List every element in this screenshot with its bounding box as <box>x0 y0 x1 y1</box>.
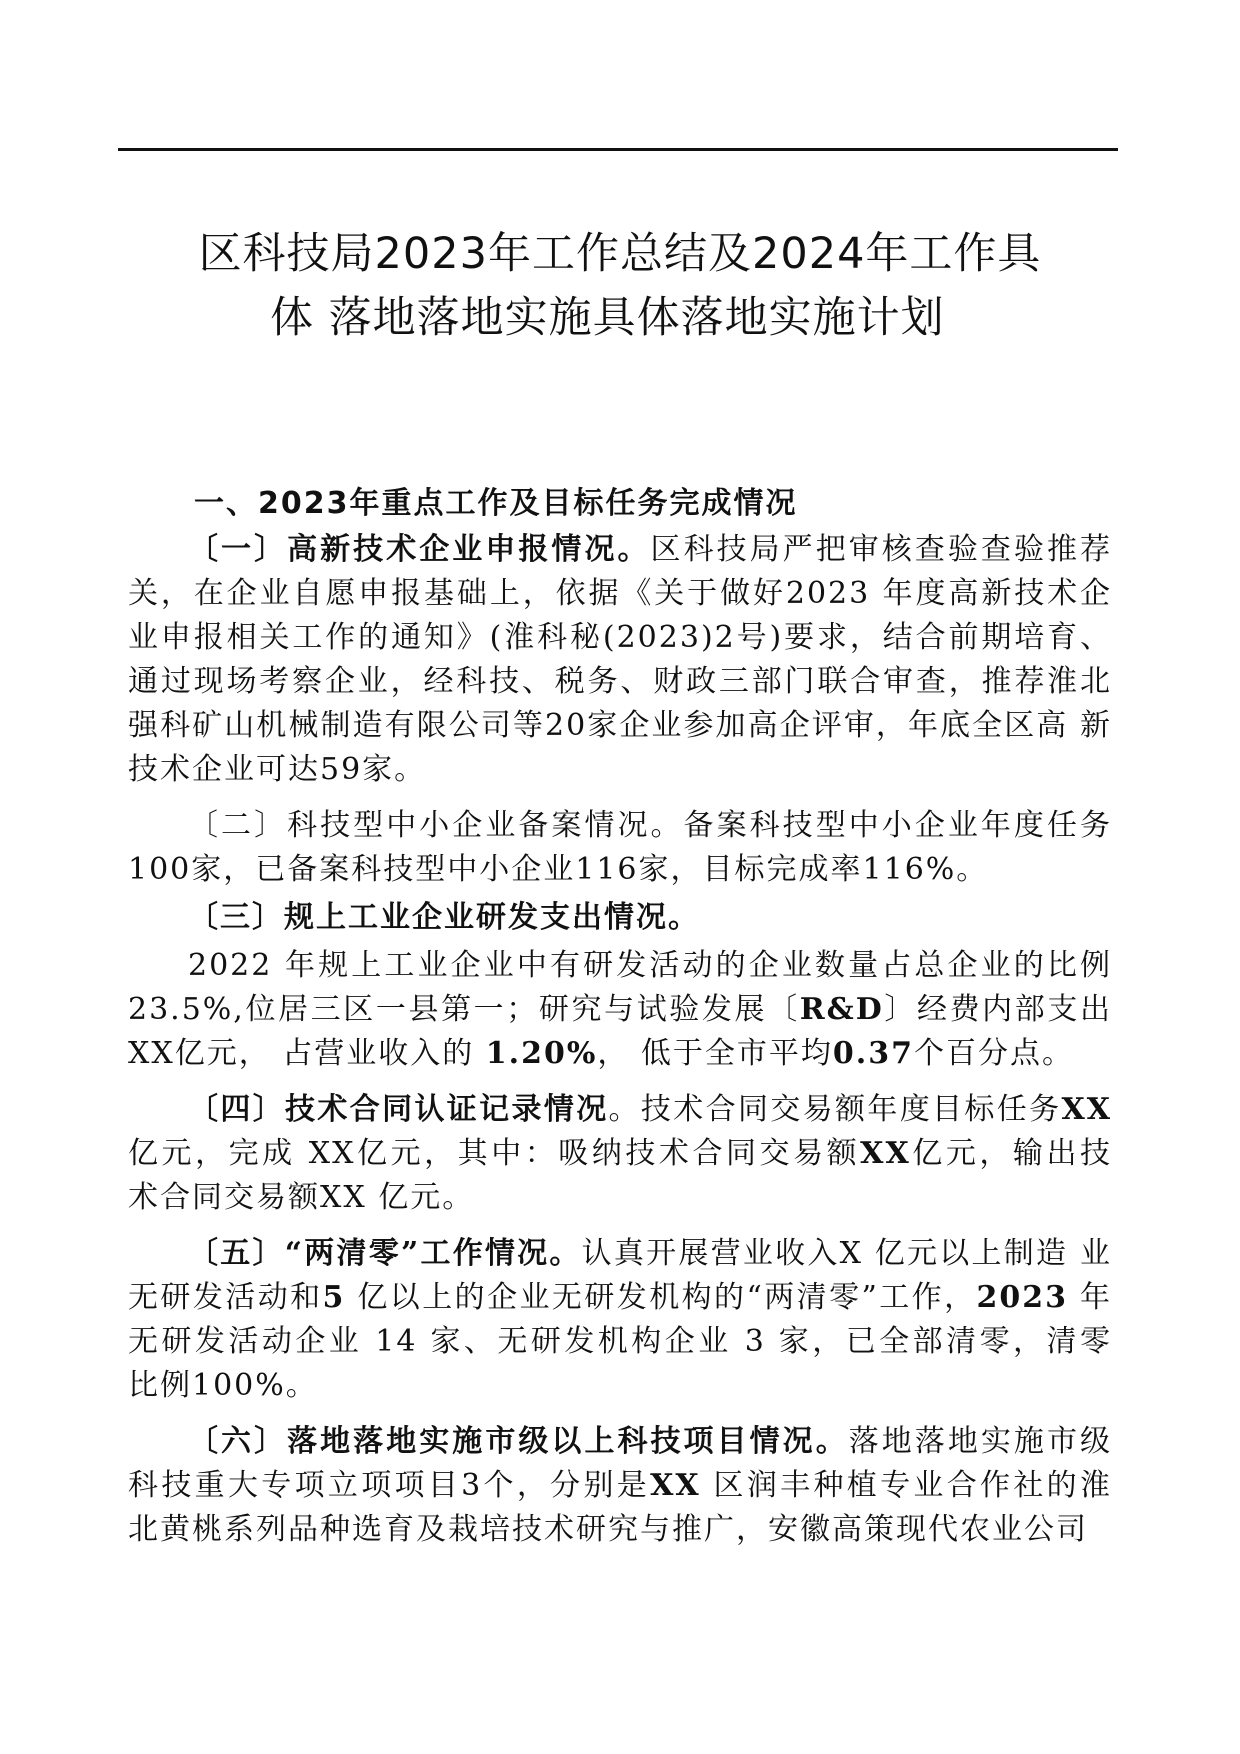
paragraph-sme-filing <box>128 804 1112 892</box>
text-run: 。技术合同交易额年度目标任务 <box>608 1092 1062 1127</box>
text-run: 年无研发活动企业 14 家、无研发机构企业 3 家，已全部清零，清零 比例100%。 <box>128 1280 1112 1403</box>
text-run: 区润丰种植专业合作社的淮 北黄桃系列品种选育及栽培技术研究与推广，安徽高策现代农业公司 <box>128 1468 1112 1547</box>
text-run-bold: R&D <box>799 992 884 1027</box>
text-run: 认真开展营业收入X 亿元以上制造 业无研发活动和 <box>128 1236 1112 1315</box>
paragraph-label: 〔一〕高新技术企业申报情况。 <box>188 532 651 567</box>
document-body <box>128 482 1112 1564</box>
text-run-bold: 0.37 <box>832 1036 914 1071</box>
text-run: 〕经费内部支出XX亿元， 占营业收入的 <box>128 992 1112 1071</box>
paragraph-tech-contracts <box>128 1088 1112 1220</box>
text-run: ， 低于全市平均 <box>597 1036 833 1071</box>
text-run-bold: 2023 <box>976 1280 1069 1315</box>
paragraph-high-tech <box>128 528 1112 792</box>
paragraph-label: 〔四〕技术合同认证记录情况 <box>188 1092 609 1127</box>
text-run: 个百分点。 <box>914 1036 1074 1071</box>
title-line-2: 体 落地落地实施具体落地实施计划 <box>270 293 945 343</box>
text-run: 2022 年规上工业企业中有研发活动的企业数量占总企业的比例23.5%,位居三区一县第一；研究与试验发展〔 <box>128 948 1112 1027</box>
paragraph-rd-expense <box>128 944 1112 1076</box>
paragraph-text: 〔二〕科技型中小企业备案情况。备案科技型中小企业年度任务100家，已备案科技型中小企业116家，目标完成率116%。 <box>128 808 1112 887</box>
paragraph-city-projects <box>128 1420 1112 1552</box>
text-run-bold: XX <box>860 1136 911 1171</box>
paragraph-label: 〔三〕规上工业企业研发支出情况。 <box>188 900 700 935</box>
text-run: 亿元，输出技 术合同交易额XX 亿元。 <box>128 1136 1112 1215</box>
text-run-bold: 1.20% <box>485 1036 598 1071</box>
text-run: 亿以上的企业无研发机构的“两清零”工作， <box>345 1280 977 1315</box>
text-run: 亿元，完成 XX亿元，其中：吸纳技术合同交易额 <box>128 1136 861 1171</box>
document-title <box>120 222 1120 350</box>
paragraph-rd-heading <box>128 896 1112 940</box>
text-run-bold: XX <box>650 1468 701 1503</box>
paragraph-text: 区科技局严把审核查验查验推荐关，在企业自愿申报基础上，依据《关于做好2023 年度高新技术企 业申报相关工作的通知》(淮科秘(2023)2号)要求，结合前期培育、 通过现场考察企业，经科技、税务、财政三部门联合审查，推荐淮北 强科矿山机械制造有限公司等20家企业参加高企评审，年底全区高 新技术企业可达59家。 <box>128 532 1113 787</box>
text-run-bold: 5 <box>322 1280 346 1315</box>
paragraph-two-zero <box>128 1232 1112 1408</box>
paragraph-label: 〔六〕落地落地实施市级以上科技项目情况。 <box>188 1424 849 1459</box>
title-line-1: 区科技局2023年工作总结及2024年工作具 <box>198 229 1042 279</box>
top-rule <box>118 148 1118 151</box>
text-run-bold: XX <box>1061 1092 1113 1127</box>
paragraph-label: 〔五〕“两清零”工作情况。 <box>188 1236 582 1271</box>
section-heading: 一、2023年重点工作及目标任务完成情况 <box>194 486 798 521</box>
text-run: 落地落地实施市级科技重大专项立项项目3个，分别是 <box>128 1424 1113 1503</box>
